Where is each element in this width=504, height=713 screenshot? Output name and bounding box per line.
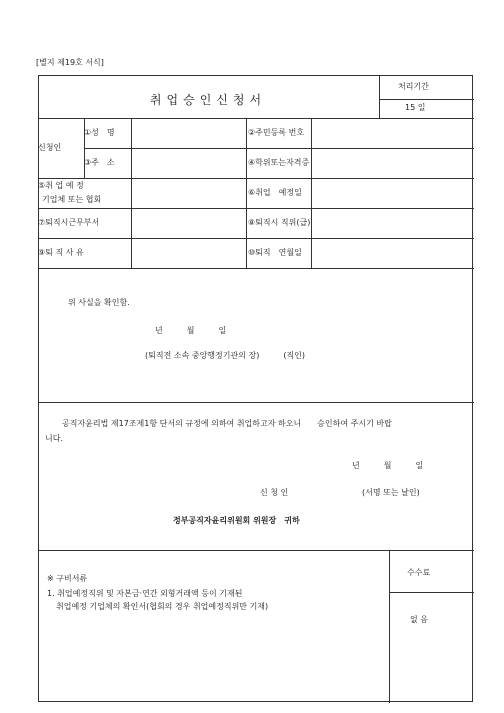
- confirm-agency-line: (퇴직전 소속 중앙행정기관의 장) (직인): [145, 351, 306, 360]
- employment-date-label: ⑥취업 예정일: [248, 188, 302, 197]
- required-documents-header: ※ 구비서류: [47, 574, 88, 583]
- employer-label-line1: ⑤취 업 예 정: [38, 181, 84, 190]
- request-body-line2: 니다.: [45, 434, 63, 443]
- signature-note: (서명 또는 날인): [362, 488, 420, 497]
- fee-label: 수수료: [407, 568, 431, 577]
- form-number-label: [별지 제19호 서식]: [36, 58, 104, 67]
- addressee: 정부공직자윤리위원회 위원장 귀하: [173, 516, 300, 525]
- applicant-group-label: 신청인: [38, 143, 62, 152]
- request-body-line1: 공직자윤리법 제17조제1항 단서의 규정에 의하여 취업하고자 하오니 승인하여 주시기 바랍: [62, 419, 392, 428]
- form-title: 취업승인신청서: [149, 93, 267, 107]
- request-date-line: 년 월 일: [352, 461, 424, 470]
- retirement-date-label: ⑩퇴직 연월일: [248, 248, 302, 257]
- resident-id-label: ②주민등록 번호: [248, 128, 305, 137]
- retirement-dept-label: ⑦퇴직시근무부서: [38, 218, 100, 227]
- processing-period-label: 처리기간: [398, 82, 429, 91]
- retirement-position-label: ⑧퇴직시 직위(급): [248, 218, 311, 227]
- degree-label: ④학위또는자격증: [248, 158, 310, 167]
- applicant-signer-label: 신 청 인: [260, 488, 289, 497]
- confirm-text: 위 사실을 확인함.: [68, 298, 130, 307]
- retirement-reason-label: ⑨퇴 직 사 유: [38, 248, 84, 257]
- employer-label-line2: 기업체 또는 협회: [42, 195, 102, 204]
- name-label: ①성 명: [84, 128, 115, 137]
- address-label: ③주 소: [84, 158, 115, 167]
- confirm-date-line: 년 월 일: [155, 326, 227, 335]
- required-document-item-2: 취업예정 기업체의 확인서(협회의 경우 취업예정직위만 기재): [56, 602, 269, 611]
- fee-value: 없 음: [410, 615, 428, 624]
- processing-period-value: 15 일: [405, 103, 426, 112]
- required-document-item-1: 1. 취업예정직위 및 자본금·연간 외형거래액 등이 기재된: [47, 589, 243, 598]
